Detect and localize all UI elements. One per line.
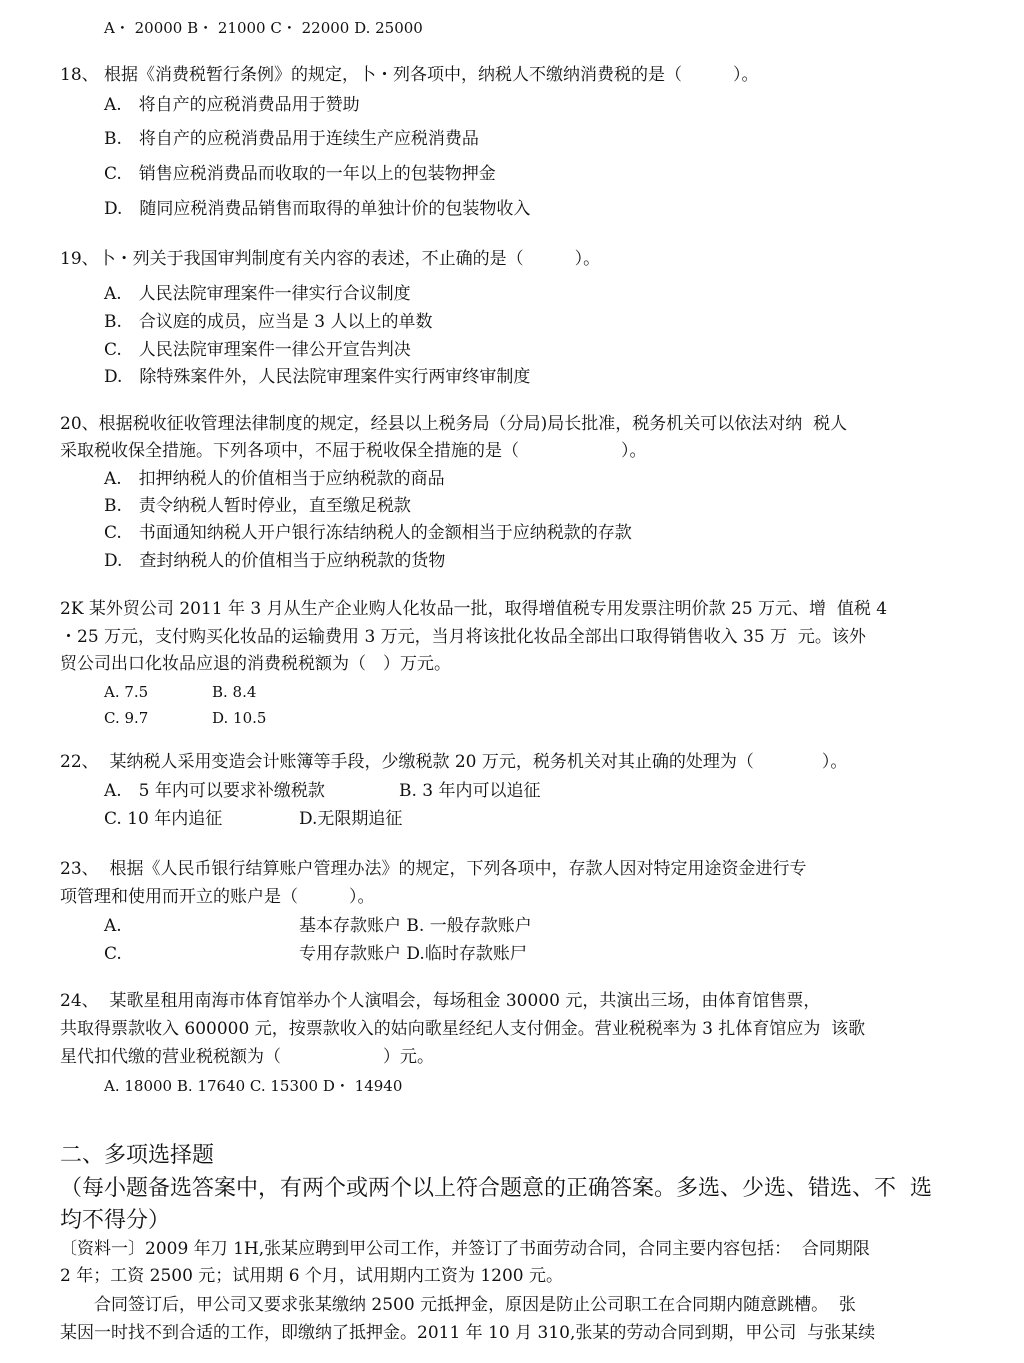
q20-stem-line-1: 20、根据税收征收管理法律制度的规定，经县以上税务局（分局)局长批准，税务机关可以依法对纳 税人 [60,414,848,434]
q18-option-d: D. 随同应税消费品销售而取得的单独计价的包装物收入 [104,199,531,219]
material-line-3: 合同签订后，甲公司又要求张某缴纳 2500 元抵押金，原因是防止公司职工在合同期内随意跳槽。 张 [60,1295,856,1315]
q19-stem: 19、卜・列关于我国审判制度有关内容的表述，不止确的是（ ）。 [60,249,601,269]
q23-stem-line-1: 23、 根据《人民币银行结算账户管理办法》的规定，下列各项中，存款人因对特定用途资金进行专 [60,859,807,879]
q21-option-b: B. 8.4 [212,683,257,701]
q21-stem-line-3: 贸公司出口化妆品应退的消费税税额为（ ）万元。 [60,654,451,674]
q23-option-c-text: 专用存款账户 D.临时存款账尸 [299,944,527,964]
q20-option-a: A. 扣押纳税人的价值相当于应纳税款的商品 [104,469,445,489]
q19-option-d: D. 除特殊案件外，人民法院审理案件实行两审终审制度 [104,367,531,387]
q19-option-c: C. 人民法院审理案件一律公开宣告判决 [104,340,411,360]
q20-stem-line-2: 采取税收保全措施。下列各项中，不屈于税收保全措施的是（ ）。 [60,441,647,461]
q22-option-a: A. 5 年内可以要求补缴税款 [104,781,325,801]
q22-option-b: B. 3 年内可以追征 [399,781,541,801]
material-line-4: 某因一时找不到合适的工作，即缴纳了抵押金。2011 年 10 月 310,张某的劳动合同到期，甲公司 与张某续 [60,1323,876,1343]
q21-stem-line-2: ・25 万元，支付购买化妆品的运输费用 3 万元，当月将该批化妆品全部出口取得销售收入 35 万 元。该外 [60,627,866,647]
q18-option-c: C. 销售应税消费品而收取的一年以上的包装物押金 [104,164,496,184]
q21-option-c: C. 9.7 [104,709,149,727]
q18-stem: 18、 根据《消费税暂行条例》的规定，卜・列各项中，纳税人不缴纳消费税的是（ ）。 [60,65,759,85]
q21-stem-line-1: 2K 某外贸公司 2011 年 3 月从生产企业购人化妆品一批，取得增值税专用发票注明价款 25 万元、增 值税 4 [60,599,888,619]
q24-stem-line-1: 24、 某歌星租用南海市体育馆举办个人演唱会，每场租金 30000 元，共演出三场，由体育馆售票， [60,991,821,1011]
q23-option-a-text: 基本存款账户 B. 一般存款账户 [299,916,532,936]
q20-option-b: B. 责令纳税人暂时停业，直至缴足税款 [104,496,411,516]
q22-option-d: D.无限期追征 [299,809,403,829]
material-line-2: 2 年；工资 2500 元；试用期 6 个月，试用期内工资为 1200 元。 [60,1266,563,1286]
section-instruction-line-2: 均不得分） [60,1208,171,1233]
q22-option-c: C. 10 年内追征 [104,809,223,829]
section-title: 二、多项选择题 [60,1143,215,1168]
q19-option-b: B. 合议庭的成员，应当是 3 人以上的单数 [104,312,433,332]
q17-options: A・ 20000 B・ 21000 C・ 22000 D. 25000 [104,19,423,37]
q20-option-c: C. 书面通知纳税人开户银行冻结纳税人的金额相当于应纳税款的存款 [104,523,632,543]
section-instruction-line-1: （每小题备选答案中，有两个或两个以上符合题意的正确答案。多选、少选、错选、不 选 [60,1176,932,1201]
q21-option-d: D. 10.5 [212,709,267,727]
q23-option-c-letter: C. [104,944,122,964]
q19-option-a: A. 人民法院审理案件一律实行合议制度 [104,284,411,304]
q21-option-a: A. 7.5 [104,683,149,701]
q24-options: A. 18000 B. 17640 C. 15300 D・ 14940 [104,1077,403,1095]
q23-stem-line-2: 项管理和使用而开立的账户是（ ）。 [60,887,375,907]
q24-stem-line-3: 星代扣代缴的营业税税额为（ ）元。 [60,1047,434,1067]
q22-stem: 22、 某纳税人采用变造会计账簿等手段，少缴税款 20 万元，税务机关对其止确的处理为（ ）。 [60,752,848,772]
q24-stem-line-2: 共取得票款收入 600000 元，按票款收入的姑向歌星经纪人支付佣金。营业税税率为 3 扎体育馆应为 该歌 [60,1019,866,1039]
q18-option-a: A. 将自产的应税消费品用于赞助 [104,95,360,115]
q18-option-b: B. 将自产的应税消费品用于连续生产应税消费品 [104,129,479,149]
q20-option-d: D. 查封纳税人的价值相当于应纳税款的货物 [104,551,446,571]
q23-option-a-letter: A. [104,916,122,936]
material-line-1: 〔资料一〕2009 年刀 1H,张某应聘到甲公司工作，并签订了书面劳动合同，合同主要内容包括： 合同期限 [60,1239,870,1259]
